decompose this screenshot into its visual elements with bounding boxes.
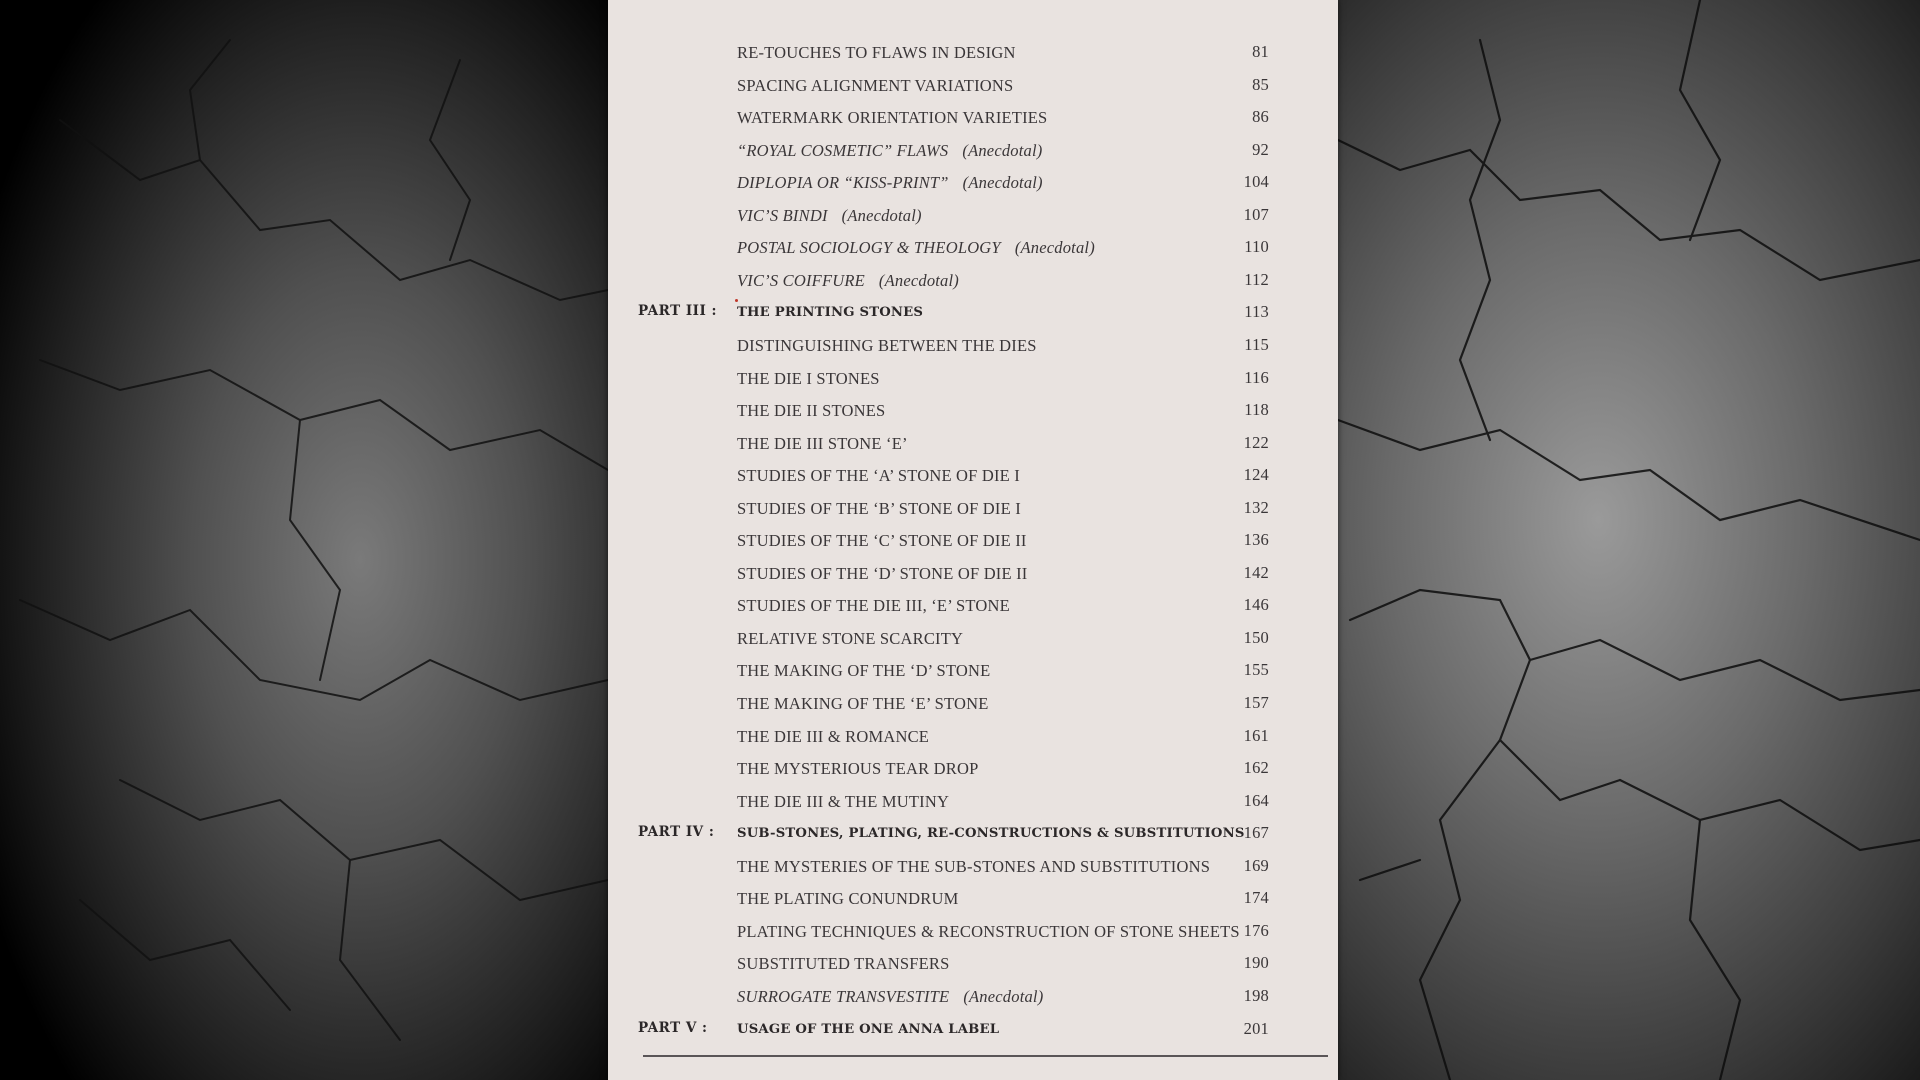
toc-entry-title	[737, 857, 1210, 877]
toc-page-number: 107	[1243, 204, 1269, 224]
toc-entry	[608, 527, 1338, 557]
toc-entry-title-text: STUDIES OF THE ‘C’ STONE OF DIE II	[737, 531, 1027, 551]
toc-entry-title-text: THE MYSTERIOUS TEAR DROP	[737, 759, 979, 779]
toc-entry-title-text: VIC’S BINDI	[737, 205, 828, 225]
toc-entry	[608, 202, 1338, 232]
toc-entry-title-text: THE MYSTERIES OF THE SUB-STONES AND SUBSTITUTIONS	[737, 856, 1211, 876]
toc-entry-title	[737, 401, 885, 421]
toc-page-number: 124	[1243, 465, 1269, 485]
toc-entry	[608, 950, 1338, 980]
toc-page-number: 150	[1243, 627, 1269, 647]
toc-entry-title-text: THE DIE I STONES	[737, 368, 880, 388]
toc-page-number: 104	[1243, 172, 1269, 192]
toc-entry-title	[737, 238, 1095, 258]
toc-entry	[608, 462, 1338, 492]
toc-page-number: 167	[1243, 823, 1269, 843]
toc-entry-title	[737, 43, 1016, 63]
toc-page-number: 122	[1243, 432, 1269, 452]
toc-entry-title-text: SPACING ALIGNMENT VARIATIONS	[737, 75, 1014, 95]
toc-entry-title-text: SURROGATE TRANSVESTITE	[737, 986, 950, 1006]
toc-entry-title-text: VIC’S COIFFURE	[737, 270, 865, 290]
toc-entry-title	[737, 564, 1028, 584]
toc-entry	[608, 983, 1338, 1013]
toc-entry	[608, 137, 1338, 167]
ink-speck	[735, 299, 738, 302]
toc-page-number: 146	[1243, 595, 1269, 615]
toc-part-label: PART V :	[638, 1019, 708, 1036]
toc-entry-title	[737, 826, 1245, 841]
toc-entry	[608, 625, 1338, 655]
toc-entry	[608, 755, 1338, 785]
toc-page-number: 201	[1243, 1018, 1269, 1038]
toc-entry	[608, 39, 1338, 69]
toc-entry	[608, 332, 1338, 362]
toc-entry-title-text: STUDIES OF THE ‘A’ STONE OF DIE I	[737, 466, 1020, 486]
toc-page-number: 110	[1244, 237, 1269, 257]
toc-entry-title	[737, 305, 923, 320]
toc-entry-title	[737, 531, 1027, 551]
toc-page-number: 176	[1243, 920, 1269, 940]
toc-page-number: 86	[1252, 107, 1269, 127]
toc-page-number: 142	[1243, 562, 1269, 582]
toc-entry-title	[737, 889, 958, 909]
toc-entry-title-text: RE-TOUCHES TO FLAWS IN DESIGN	[737, 43, 1016, 62]
toc-page-number: 155	[1243, 660, 1269, 680]
toc-entry-title-text: THE MAKING OF THE ‘D’ STONE	[737, 661, 991, 681]
toc-entry-title	[737, 954, 949, 974]
toc-entry-title	[737, 206, 922, 226]
toc-entry-title-text: STUDIES OF THE ‘B’ STONE OF DIE I	[737, 498, 1021, 518]
toc-part-label: PART III :	[638, 303, 717, 320]
toc-entry-title-text: THE PLATING CONUNDRUM	[737, 889, 959, 909]
toc-entry-note: (Anecdotal)	[962, 173, 1043, 193]
toc-page-number: 198	[1243, 985, 1269, 1005]
toc-entry-title	[737, 141, 1042, 161]
toc-entry-title-text: RELATIVE STONE SCARCITY	[737, 628, 964, 648]
toc-entry-title	[737, 76, 1013, 96]
table-of-contents	[608, 0, 1338, 1080]
toc-entry	[608, 788, 1338, 818]
toc-page-number: 115	[1244, 334, 1269, 354]
toc-entry-title	[737, 792, 949, 812]
toc-page-number: 118	[1244, 400, 1269, 420]
toc-entry-title	[737, 434, 908, 454]
toc-entry-title-text: POSTAL SOCIOLOGY & THEOLOGY	[737, 238, 1001, 258]
toc-entry-title-text: THE DIE III STONE ‘E’	[737, 433, 908, 453]
toc-page-number: 164	[1243, 790, 1269, 810]
toc-entry-title-text: USAGE OF THE ONE ANNA LABEL	[737, 1021, 1000, 1037]
toc-entry	[608, 885, 1338, 915]
toc-page-number: 136	[1243, 530, 1269, 550]
toc-entry	[608, 365, 1338, 395]
toc-entry-title	[737, 466, 1020, 486]
toc-entry	[608, 560, 1338, 590]
toc-page	[608, 0, 1338, 1080]
toc-entry-title	[737, 271, 959, 291]
toc-entry	[608, 723, 1338, 753]
toc-page-number: 116	[1244, 367, 1269, 387]
toc-entry-note: (Anecdotal)	[878, 270, 959, 290]
toc-page-number: 112	[1244, 269, 1269, 289]
bottom-rule	[643, 1055, 1328, 1057]
toc-entry	[608, 495, 1338, 525]
toc-entry-title	[737, 759, 978, 779]
toc-entry	[608, 267, 1338, 297]
toc-entry-title-text: THE DIE III & ROMANCE	[737, 726, 930, 746]
toc-entry-title	[737, 336, 1037, 356]
toc-entry	[608, 657, 1338, 687]
toc-page-number: 161	[1243, 725, 1269, 745]
toc-page-number: 174	[1243, 888, 1269, 908]
toc-entry-title-text: THE DIE III & THE MUTINY	[737, 791, 950, 811]
toc-entry-title	[737, 987, 1043, 1007]
toc-entry-title	[737, 629, 963, 649]
toc-entry-title	[737, 1022, 999, 1037]
toc-entry	[608, 1016, 1338, 1046]
toc-entry-title	[737, 173, 1043, 193]
toc-entry-note: (Anecdotal)	[1014, 238, 1095, 258]
toc-entry	[608, 853, 1338, 883]
toc-page-number: 132	[1243, 497, 1269, 517]
toc-entry	[608, 299, 1338, 329]
toc-page-number: 85	[1252, 74, 1269, 94]
toc-entry-title-text: SUBSTITUTED TRANSFERS	[737, 954, 950, 974]
toc-entry	[608, 430, 1338, 460]
toc-page-number: 81	[1252, 42, 1269, 61]
toc-page-number: 169	[1243, 855, 1269, 875]
toc-page-number: 162	[1243, 758, 1269, 778]
toc-entry-title-text: WATERMARK ORIENTATION VARIETIES	[737, 108, 1048, 128]
toc-entry	[608, 397, 1338, 427]
toc-entry-title-text: SUB-STONES, PLATING, RE-CONSTRUCTIONS & SUBSTITUTIONS	[737, 826, 1245, 842]
toc-entry-title-text: PLATING TECHNIQUES & RECONSTRUCTION OF STONE SHEETS	[737, 921, 1240, 941]
toc-entry	[608, 169, 1338, 199]
toc-entry	[608, 820, 1338, 850]
toc-entry-note: (Anecdotal)	[963, 986, 1044, 1006]
toc-entry	[608, 104, 1338, 134]
toc-part-label: PART IV :	[638, 824, 715, 841]
toc-page-number: 157	[1243, 693, 1269, 712]
toc-entry-title-text: THE DIE II STONES	[737, 401, 886, 421]
toc-entry-title	[737, 661, 990, 681]
toc-entry-title-text: “ROYAL COSMETIC” FLAWS	[737, 140, 949, 160]
toc-entry-title-text: DIPLOPIA OR “KISS-PRINT”	[737, 173, 949, 193]
toc-entry-title	[737, 727, 929, 747]
toc-entry-title	[737, 499, 1021, 519]
toc-entry	[608, 918, 1338, 948]
toc-entry-title-text: STUDIES OF THE ‘D’ STONE OF DIE II	[737, 563, 1028, 583]
toc-entry-title	[737, 694, 989, 714]
toc-page-number: 190	[1243, 953, 1269, 973]
toc-entry	[608, 690, 1338, 720]
toc-entry-title-text: STUDIES OF THE DIE III, ‘E’ STONE	[737, 596, 1010, 616]
toc-entry-title-text: THE PRINTING STONES	[737, 305, 924, 321]
toc-entry-title-text: DISTINGUISHING BETWEEN THE DIES	[737, 335, 1037, 355]
toc-page-number: 113	[1244, 302, 1269, 322]
toc-entry-note: (Anecdotal)	[841, 205, 922, 225]
toc-entry-title	[737, 922, 1240, 942]
toc-entry	[608, 592, 1338, 622]
toc-entry	[608, 72, 1338, 102]
toc-entry	[608, 234, 1338, 264]
toc-entry-title	[737, 108, 1047, 128]
toc-page-number: 92	[1252, 139, 1269, 159]
toc-entry-title	[737, 596, 1010, 616]
toc-entry-title-text: THE MAKING OF THE ‘E’ STONE	[737, 694, 989, 713]
toc-entry-title	[737, 369, 880, 389]
toc-entry-note: (Anecdotal)	[962, 140, 1043, 160]
